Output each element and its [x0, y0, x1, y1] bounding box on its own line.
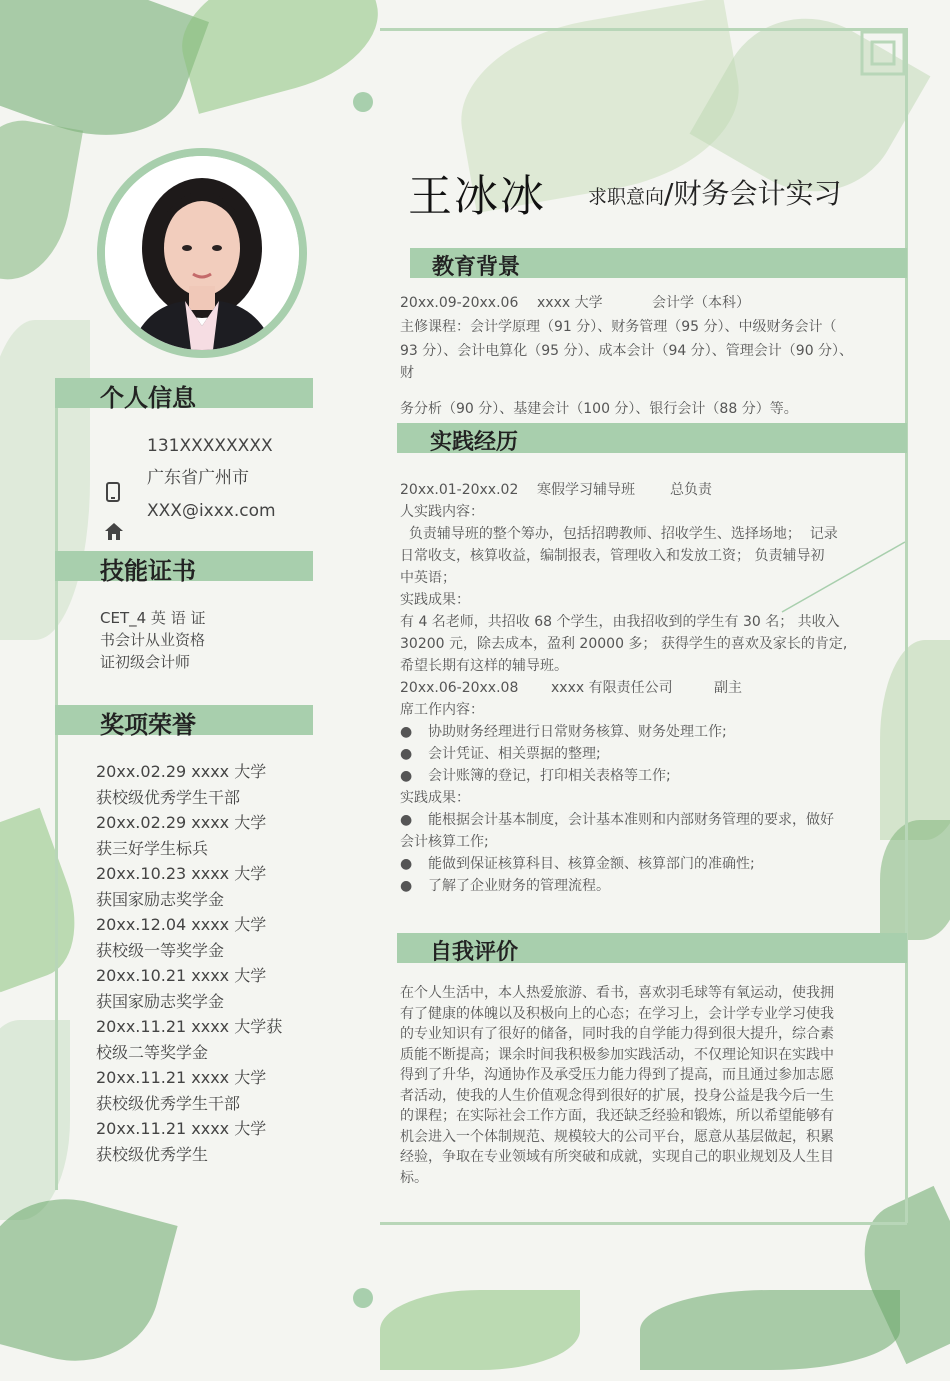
- job1-line: 负责辅导班的整个筹办，包括招聘教师、招收学生、选择场地； 记录: [400, 526, 838, 542]
- practice-job1-row: [400, 479, 860, 501]
- frame-left-line: [55, 380, 58, 1190]
- job2-bullet: ● 了解了企业财务的管理流程。: [400, 875, 860, 897]
- job2-org: xxxx 有限责任公司: [551, 680, 673, 696]
- education-block: [400, 292, 860, 420]
- award-line: 校级二等奖学金: [96, 1042, 209, 1062]
- leaf-decoration: [0, 808, 94, 993]
- job1-role: 总负责: [670, 482, 712, 498]
- skills-list: [100, 607, 205, 673]
- job2-bullet-cont: 会计核算工作;: [400, 834, 489, 850]
- home-icon: [104, 521, 124, 541]
- award-line: 20xx.11.21 xxxx 大学: [96, 1068, 267, 1087]
- self-line: 的课程；在实际社会工作方面，我还缺乏经验和锻炼，所以希望能够有: [400, 1108, 834, 1124]
- award-line: 20xx.02.29 xxxx 大学: [96, 762, 267, 781]
- job1-line: 有 4 名老师，共招收 68 个学生，由我招收到的学生有 30 名； 共收入: [400, 614, 840, 630]
- job1-line: 30200 元，除去成本，盈利 20000 多； 获得学生的喜欢及家长的肯定,: [400, 636, 848, 652]
- awards-list: [96, 759, 282, 1167]
- job1-period: 20xx.01-20xx.02: [400, 482, 519, 498]
- self-line: 在个人生活中，本人热爱旅游、看书，喜欢羽毛球等有氧运动，使我拥: [400, 985, 834, 1001]
- practice-job2-row: [400, 677, 860, 699]
- job2-result: 实践成果：: [400, 790, 470, 806]
- job-intention-label: 求职意向: [588, 186, 665, 208]
- award-line: 20xx.02.29 xxxx 大学: [96, 813, 267, 832]
- self-line: 者活动，使我的人生价值观念得到很好的扩展，投身公益是我今后一生: [400, 1087, 834, 1104]
- job1-line: 人实践内容：: [400, 504, 484, 520]
- skill-line: CET_4 英 语 证: [100, 609, 206, 627]
- skill-line: 书会计从业资格: [100, 631, 206, 649]
- job2-period: 20xx.06-20xx.08: [400, 680, 519, 696]
- award-line: 获校级优秀学生干部: [96, 1093, 241, 1113]
- address: 广东省广州市: [147, 468, 249, 488]
- job2-bullet: ● 会计凭证、相关票据的整理;: [400, 743, 860, 765]
- self-line: 质能不断提高；课余时间我积极参加实践活动，不仅理论知识在实践中: [400, 1046, 834, 1063]
- section-title-self: 自我评价: [430, 940, 519, 965]
- self-line: 得到了升华，沟通协作及承受压力能力得到了提高，而且通过参加志愿: [400, 1067, 834, 1083]
- education-period: 20xx.09-20xx.06: [400, 295, 519, 311]
- job1-org: 寒假学习辅导班: [537, 482, 635, 498]
- education-courses-line: 主修课程：会计学原理（91 分）、财务管理（95 分）、中级财务会计（: [400, 319, 837, 335]
- award-line: 获校级一等奖学金: [96, 940, 225, 960]
- phone-number: 131XXXXXXXX: [147, 436, 273, 456]
- award-line: 获国家励志奖学金: [96, 889, 225, 909]
- job2-bullet: ● 能做到保证核算科目、核算金额、核算部门的准确性;: [400, 853, 860, 875]
- self-line: 有了健康的体魄以及积极向上的心态；在学习上，会计学专业学习使我: [400, 1005, 834, 1022]
- job2-bullet-text: 会计凭证、相关票据的整理;: [428, 746, 601, 762]
- mobile-phone-icon: [106, 482, 120, 502]
- frame-bottom-line: [380, 1222, 907, 1225]
- job-intention: [588, 172, 841, 212]
- frame-top-line: [380, 28, 907, 31]
- job2-bullet: ● 会计账簿的登记，打印相关表格等工作;: [400, 765, 860, 787]
- section-title-awards: 奖项荣誉: [100, 711, 196, 739]
- job1-line: 中英语；: [400, 570, 456, 586]
- leaf-decoration: [640, 1290, 900, 1370]
- award-line: 20xx.10.23 xxxx 大学: [96, 864, 267, 883]
- practice-block: [400, 479, 860, 897]
- leaf-decoration: [0, 1020, 70, 1220]
- job1-line: 希望长期有这样的辅导班。: [400, 658, 568, 674]
- job2-bullet-text: 会计账簿的登记，打印相关表格等工作;: [428, 768, 671, 784]
- job2-bullet-text: 能根据会计基本制度，会计基本准则和内部财务管理的要求，做好: [428, 812, 834, 828]
- self-evaluation: [400, 983, 860, 1188]
- award-line: 20xx.12.04 xxxx 大学: [96, 915, 267, 934]
- frame-right-line: [905, 28, 908, 1223]
- leaf-decoration: [880, 820, 950, 940]
- education-major: 会计学（本科）: [652, 295, 750, 311]
- self-line: 标。: [400, 1169, 428, 1186]
- self-line: 的专业知识有了很好的储备，同时我的自学能力得到很大提升，综合素: [400, 1026, 834, 1042]
- candidate-name: 王冰冰: [408, 171, 546, 222]
- leaf-decoration: [0, 1179, 178, 1380]
- education-row: [400, 292, 860, 314]
- leaf-decoration: [0, 112, 83, 289]
- email: XXX@ixxx.com: [147, 501, 276, 521]
- education-courses-line: 务分析（90 分）、基建会计（100 分）、银行会计（88 分）等。: [400, 401, 798, 417]
- section-title-education: 教育背景: [432, 255, 521, 280]
- award-line: 获校级优秀学生干部: [96, 787, 241, 807]
- job2-bullet-text: 协助财务经理进行日常财务核算、财务处理工作;: [428, 724, 727, 740]
- job-title: /财务会计实习: [664, 177, 842, 210]
- frame-dot-top: [353, 92, 373, 112]
- frame-dot-bottom: [353, 1288, 373, 1308]
- self-line: 经验，争取在专业领域有所突破和成就，实现自己的职业规划及人生目: [400, 1149, 834, 1165]
- job2-bullet: ● 能根据会计基本制度，会计基本准则和内部财务管理的要求，做好: [400, 809, 860, 831]
- award-line: 20xx.10.21 xxxx 大学: [96, 966, 267, 985]
- education-school: xxxx 大学: [537, 295, 603, 311]
- section-title-personal: 个人信息: [100, 384, 196, 412]
- job2-head: 席工作内容：: [400, 702, 484, 718]
- avatar: [105, 156, 299, 350]
- award-line: 获校级优秀学生: [96, 1144, 209, 1164]
- award-line: 20xx.11.21 xxxx 大学: [96, 1119, 267, 1138]
- job1-line: 实践成果：: [400, 592, 470, 608]
- job1-line: 日常收支，核算收益，编制报表，管理收入和发放工资； 负责辅导初: [400, 548, 825, 564]
- section-title-practice: 实践经历: [430, 430, 519, 455]
- job2-bullet: ● 协助财务经理进行日常财务核算、财务处理工作;: [400, 721, 860, 743]
- leaf-decoration: [880, 640, 950, 840]
- leaf-decoration: [0, 320, 90, 640]
- self-line: 机会进入一个体制规范、规模较大的公司平台，愿意从基层做起，积累: [400, 1128, 834, 1145]
- job2-bullet-text: 能做到保证核算科目、核算金额、核算部门的准确性;: [428, 856, 755, 872]
- job2-role: 副主: [714, 680, 742, 696]
- award-line: 20xx.11.21 xxxx 大学获: [96, 1017, 283, 1036]
- corner-ornament-icon: [858, 28, 908, 78]
- award-line: 获三好学生标兵: [96, 838, 209, 858]
- award-line: 获国家励志奖学金: [96, 991, 225, 1011]
- leaf-decoration: [380, 1290, 580, 1370]
- education-courses-line: 93 分）、会计电算化（95 分）、成本会计（94 分）、管理会计（90 分）、财: [400, 343, 854, 381]
- job2-bullet-text: 了解了企业财务的管理流程。: [428, 878, 610, 894]
- section-title-skills: 技能证书: [100, 557, 196, 585]
- skill-line: 证初级会计师: [100, 653, 191, 671]
